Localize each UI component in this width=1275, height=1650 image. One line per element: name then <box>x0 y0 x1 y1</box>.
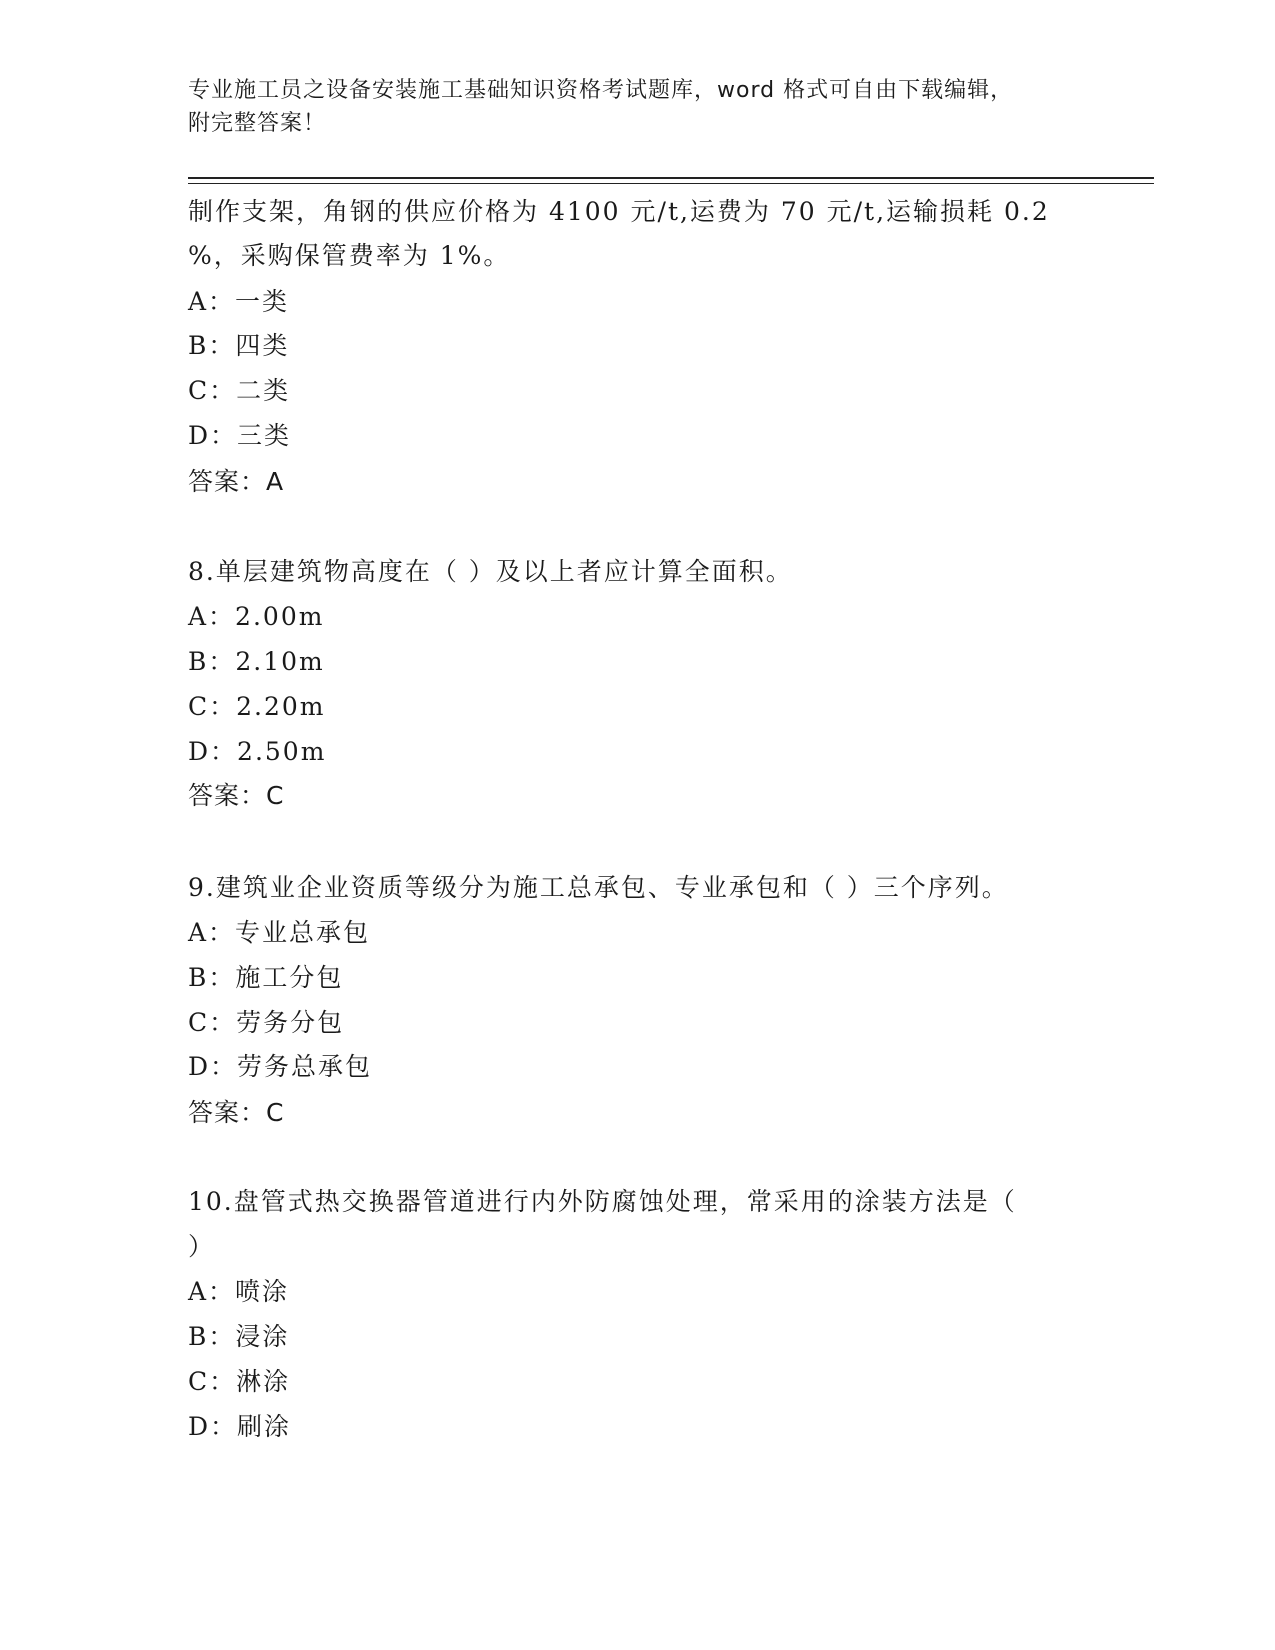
q9-answer: 答案：C <box>188 1098 285 1127</box>
document-header <box>188 74 1088 140</box>
q8-option-a: A：2.00m <box>188 602 325 631</box>
q9-option-b: B：施工分包 <box>188 963 344 992</box>
header-line-2: 附完整答案！ <box>188 111 327 136</box>
q7-option-d: D：三类 <box>188 421 292 450</box>
q10-stem-line-1: 10.盘管式热交换器管道进行内外防腐蚀处理，常采用的涂装方法是（ <box>188 1187 1017 1216</box>
q10-stem-line-2: ） <box>188 1232 216 1261</box>
q7-option-c: C：二类 <box>188 376 291 405</box>
q10-option-c: C：淋涂 <box>188 1367 291 1396</box>
header-divider-thick <box>188 177 1154 179</box>
header-divider-thin <box>188 183 1154 184</box>
q9-stem: 9.建筑业企业资质等级分为施工总承包、专业承包和（ ）三个序列。 <box>188 873 1009 902</box>
q8-stem: 8.单层建筑物高度在（ ）及以上者应计算全面积。 <box>188 557 793 586</box>
q10-option-a: A：喷涂 <box>188 1277 290 1306</box>
q8-option-b: B：2.10m <box>188 647 325 676</box>
q9-option-d: D：劳务总承包 <box>188 1052 373 1081</box>
header-line-1: 专业施工员之设备安装施工基础知识资格考试题库，word 格式可自由下载编辑， <box>188 78 1014 103</box>
q7-stem-line-2: %，采购保管费率为 1%。 <box>188 241 511 270</box>
q7-option-a: A：一类 <box>188 287 290 316</box>
q7-stem-line-1: 制作支架，角钢的供应价格为 4100 元/t,运费为 70 元/t,运输损耗 0.2 <box>188 197 1050 226</box>
q8-answer: 答案：C <box>188 781 285 810</box>
q7-answer: 答案：A <box>188 467 285 496</box>
q10-option-d: D：刷涂 <box>188 1412 292 1441</box>
q9-option-c: C：劳务分包 <box>188 1008 345 1037</box>
q7-option-b: B：四类 <box>188 331 290 360</box>
q8-option-d: D：2.50m <box>188 737 327 766</box>
q9-option-a: A：专业总承包 <box>188 918 371 947</box>
q10-option-b: B：浸涂 <box>188 1322 290 1351</box>
q8-option-c: C：2.20m <box>188 692 326 721</box>
